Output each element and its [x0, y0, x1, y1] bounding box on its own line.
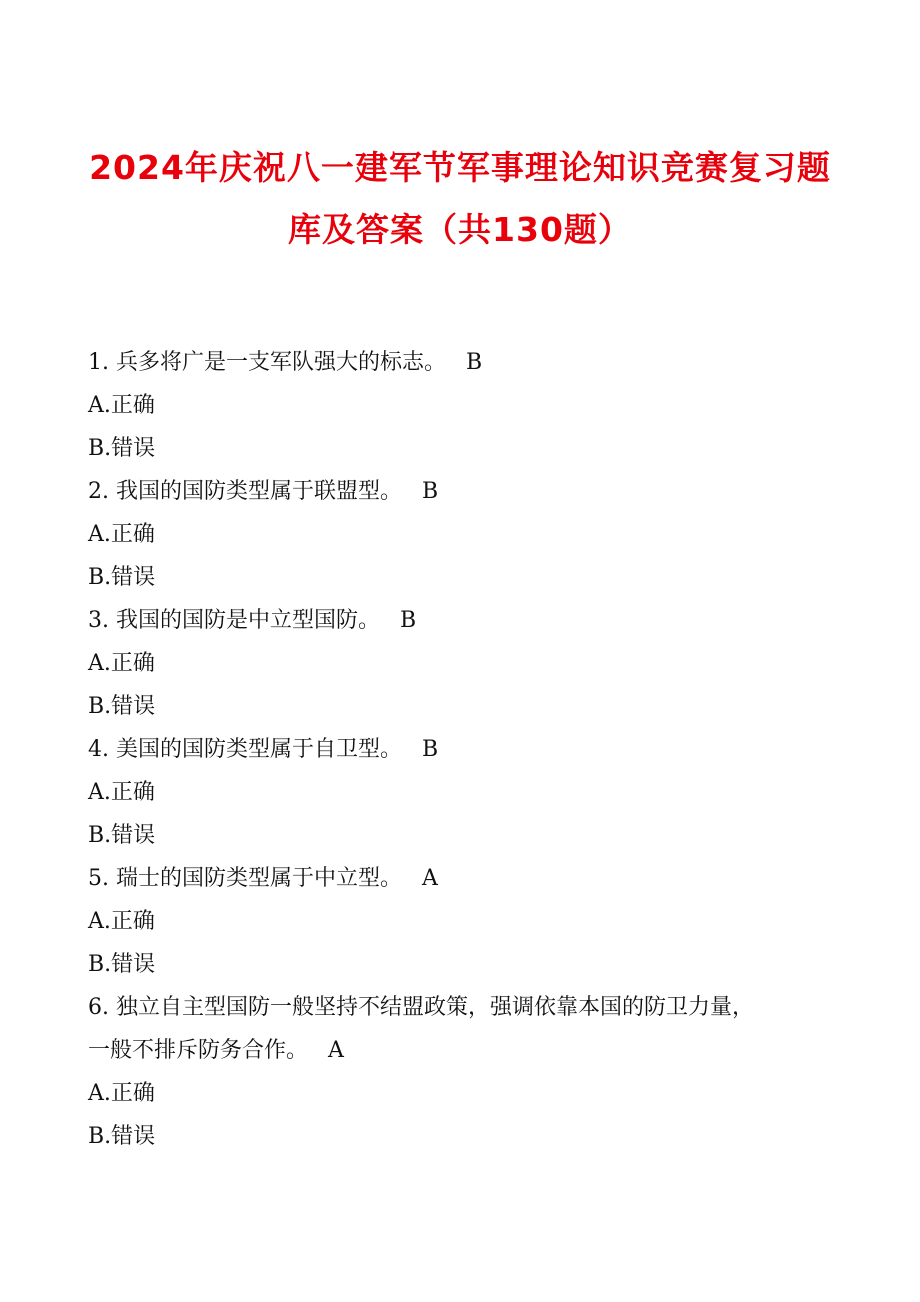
- question-4-option-b: B.错误: [88, 823, 156, 848]
- question-text: 5. 瑞士的国防类型属于中立型。: [88, 866, 402, 891]
- question-4-option-a: A.正确: [88, 780, 155, 805]
- question-5-stem: [88, 857, 848, 900]
- question-text: 2. 我国的国防类型属于联盟型。: [88, 479, 402, 504]
- question-4: [88, 728, 848, 857]
- question-answer: B: [421, 479, 439, 504]
- question-2-option-a: A.正确: [88, 522, 155, 547]
- question-2-stem: [88, 470, 848, 513]
- document-title-line-1: 2024年庆祝八一建军节军事理论知识竞赛复习题: [89, 148, 831, 187]
- question-5-option-b: B.错误: [88, 952, 156, 977]
- question-3-option-a: A.正确: [88, 651, 155, 676]
- question-2-option-b: B.错误: [88, 565, 156, 590]
- question-5-option-a: A.正确: [88, 909, 155, 934]
- question-answer: B: [421, 737, 439, 762]
- question-1-option-b: B.错误: [88, 436, 156, 461]
- question-3-option-b: B.错误: [88, 694, 156, 719]
- question-6-option-b: B.错误: [88, 1124, 156, 1149]
- question-text-continued: 一般不排斥防务合作。: [88, 1038, 309, 1063]
- question-answer: B: [399, 608, 417, 633]
- question-3: [88, 599, 848, 728]
- question-3-stem: [88, 599, 848, 642]
- question-5: [88, 857, 848, 986]
- question-6-stem-continued: [88, 1029, 848, 1072]
- question-text: 4. 美国的国防类型属于自卫型。: [88, 737, 402, 762]
- question-list: [88, 341, 848, 1158]
- question-2: [88, 470, 848, 599]
- question-1-option-a: A.正确: [88, 393, 155, 418]
- document-title-line-2: 库及答案（共130题）: [288, 210, 632, 249]
- question-1: [88, 341, 848, 470]
- question-answer: A: [421, 866, 438, 891]
- question-text: 3. 我国的国防是中立型国防。: [88, 608, 380, 633]
- question-6: [88, 986, 848, 1158]
- question-answer: A: [328, 1038, 344, 1063]
- question-6-stem: 6. 独立自主型国防一般坚持不结盟政策，强调依靠本国的防卫力量，: [88, 995, 754, 1020]
- question-text: 1. 兵多将广是一支军队强大的标志。: [88, 350, 446, 375]
- question-4-stem: [88, 728, 848, 771]
- question-answer: B: [466, 350, 483, 375]
- question-6-option-a: A.正确: [88, 1081, 155, 1106]
- question-1-stem: [88, 341, 848, 384]
